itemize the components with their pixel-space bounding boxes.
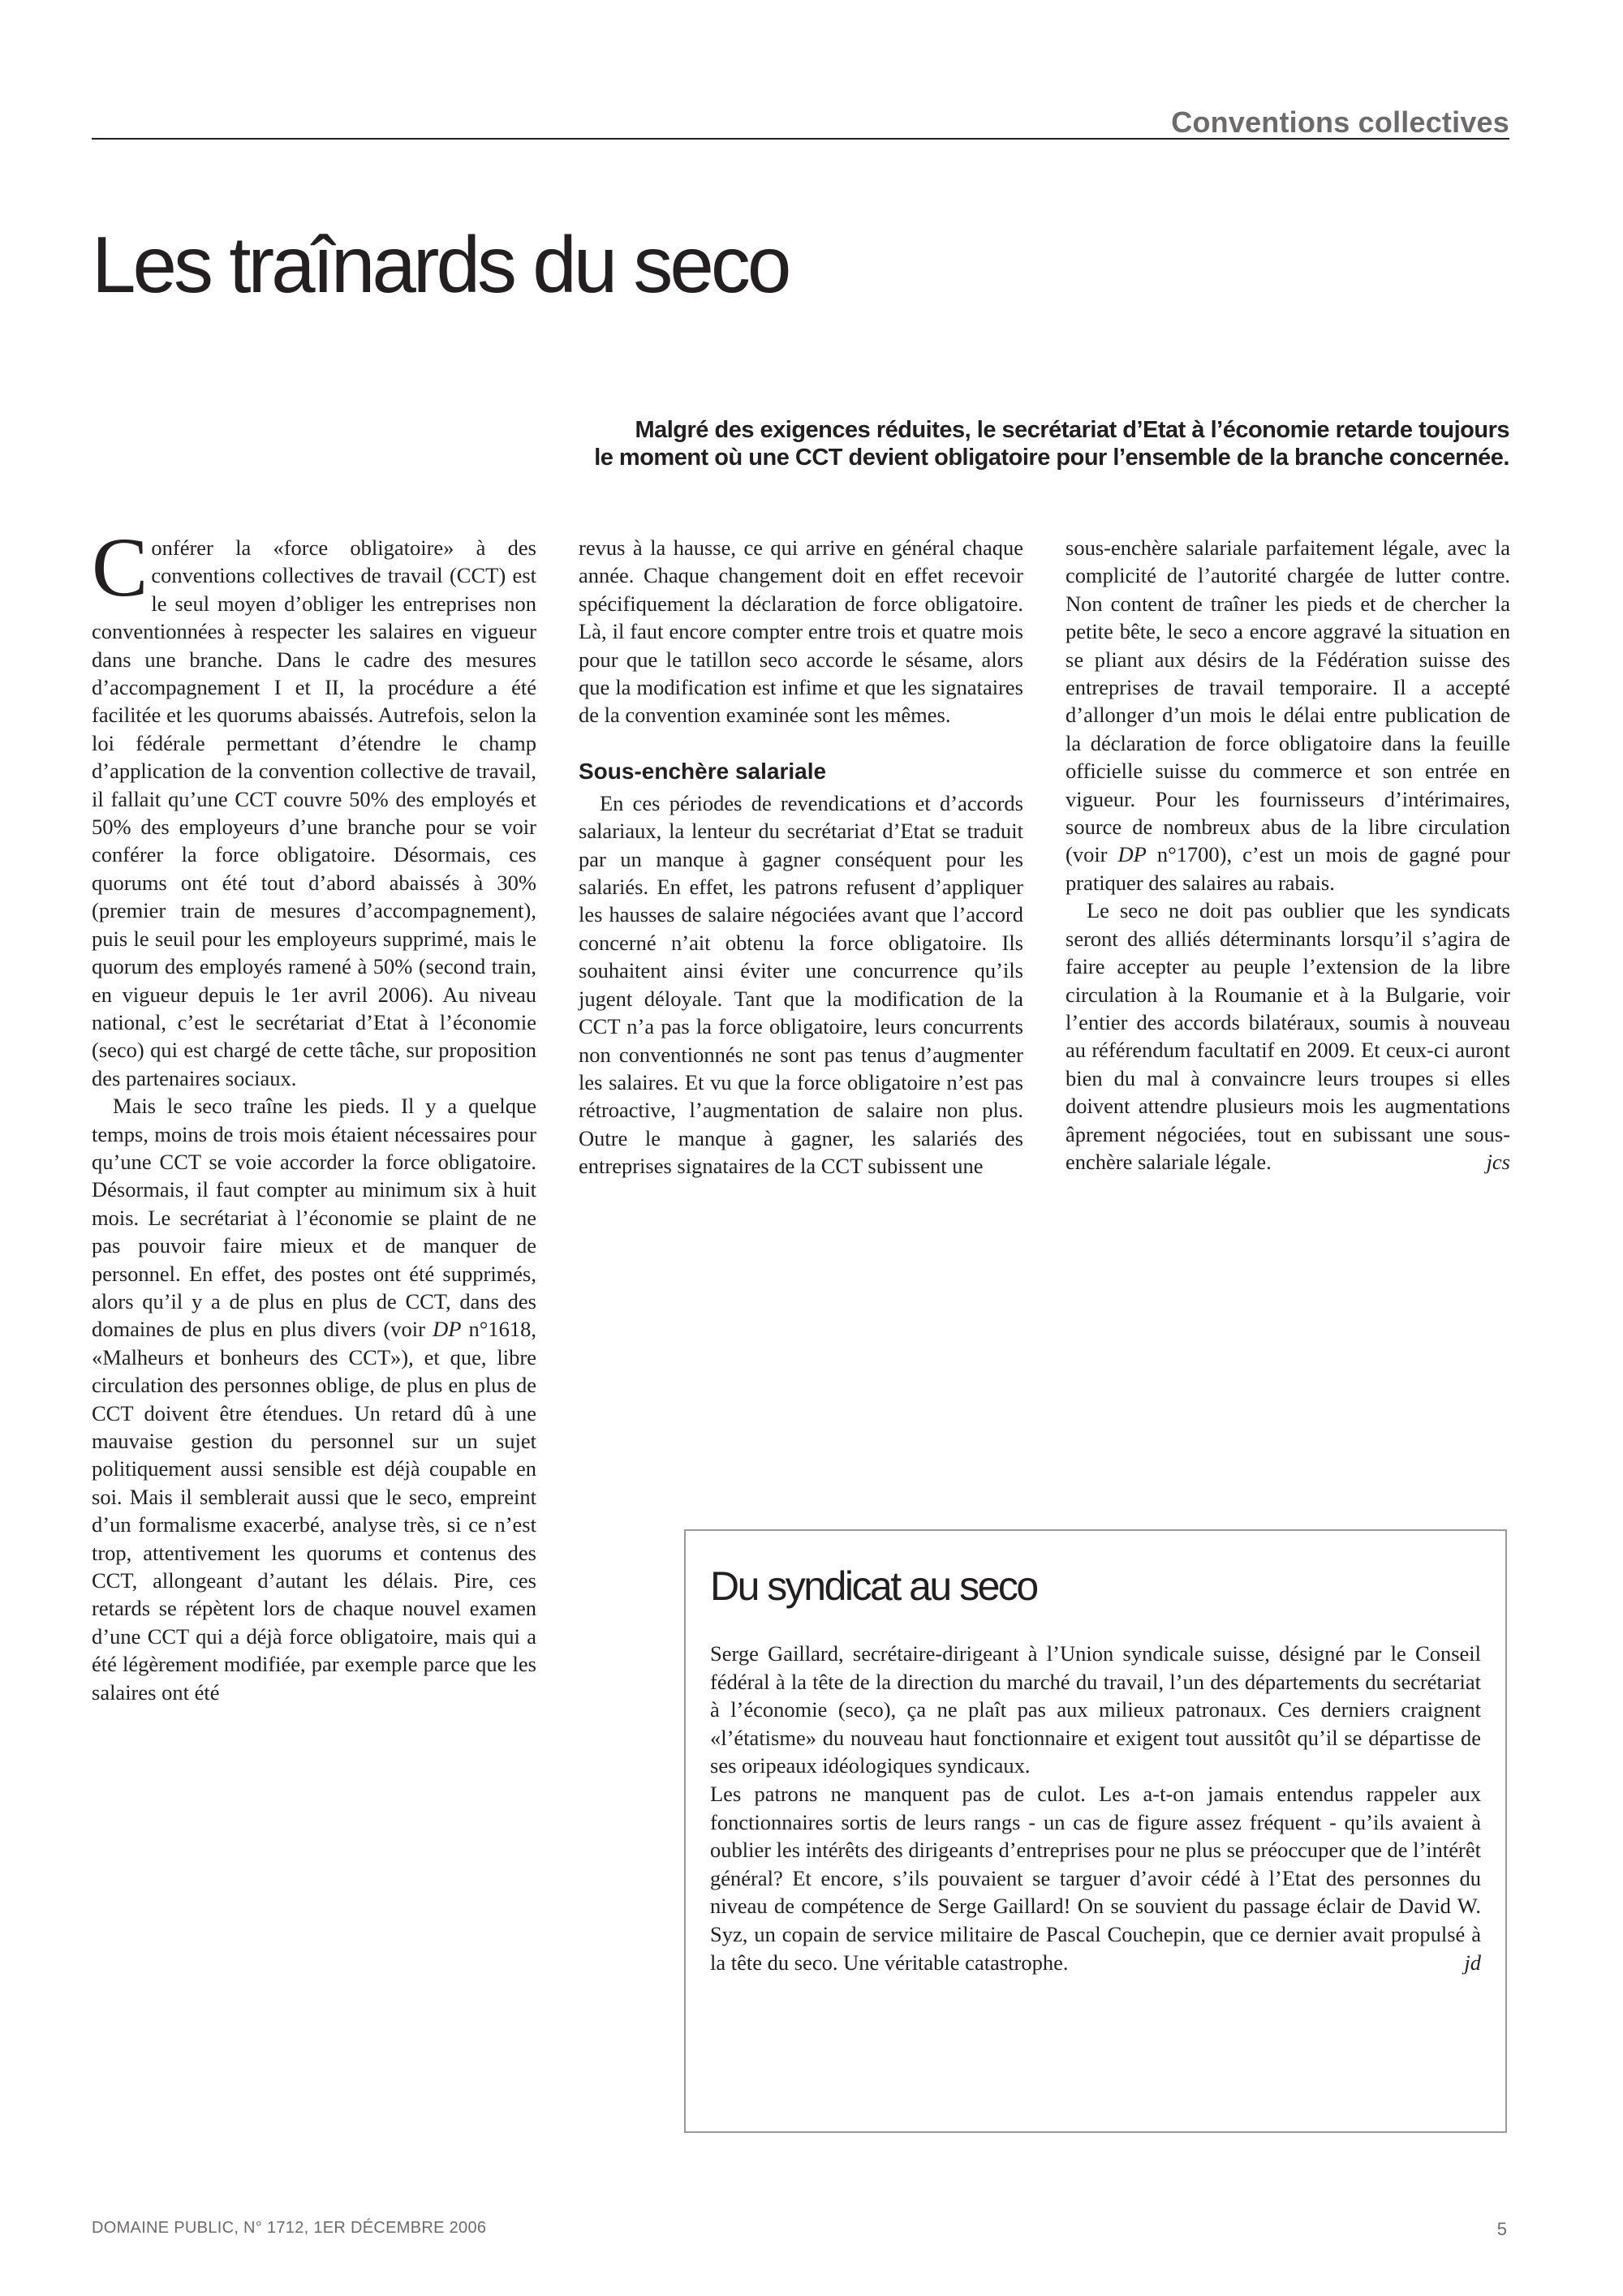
page-number: 5 [1496,2219,1507,2239]
article-column-3 [1065,534,1510,1176]
paragraph-1 [92,521,536,1092]
paragraph-3-continued [1065,534,1510,896]
sidebar-signature: jd [1464,1950,1481,1975]
dp-reference: DP [433,1317,462,1342]
paragraph-1-text: onférer la «force obligatoire» à des conventions collectives de travail (CCT) est le seul moyen d’obliger les entreprises non conventionnées à respecter les salaires en vigueur dans une branche. Dans le cadre des mesures d’accompagnement I et II, la procédure a été facilitée et les quorums abaissés. Autrefois, selon la loi fédérale permettant d’étendre le champ d’application de la convention collective de travail, il fallait qu’une CCT couvre 50% des employés et 50% des employeurs d’une branche pour se voir conférer la force obligatoire. Désormais, ces quorums ont été tout d’abord abaissés à 30% (premier train de mesures d’accompagnement), puis le seuil pour les employeurs supprimé, mais le quorum des employés ramené à 50% (second train, en vigueur depuis le 1er avril 2006). Au niveau national, c’est le secrétariat d’Etat à l’économie (seco) qui est chargé de cette tâche, sur proposition des partenaires sociaux. [92,535,536,1090]
drop-cap: C [92,521,149,614]
paragraph-2 [92,1092,536,1706]
article-lead [341,416,1509,471]
sidebar-title: Du syndicat au seco [710,1563,1037,1609]
paragraph-2-text-a: Mais le seco traîne les pieds. Il y a quelque temps, moins de trois mois étaient nécessaires pour qu’une CCT se voie accorder la force obligatoire. Désormais, il faut compter au minimum six à huit mois. Le secrétariat à l’économie se plaint de ne pas pouvoir faire mieux et de manquer de personnel. En effet, des postes ont été supprimés, alors qu’il y a de plus en plus de CCT, dans des domaines de plus en plus divers (voir [92,1094,536,1342]
paragraph-3-continued-a: sous-enchère salariale parfaitement légale, avec la complicité de l’autorité chargée de lutter contre. Non content de traîner les pieds et de chercher la petite bête, le seco a encore aggravé la situation en se pliant aux désirs de la Fédération suisse des entreprises de travail temporaire. Il a accepté d’allonger d’un mois le délai entre publication de la déclaration de force obligatoire dans la feuille officielle suisse du commerce et son entrée en vigueur. Pour les fournisseurs d’intérimaires, source de nombreux abus de la libre circulation (voir [1065,535,1510,867]
paragraph-3: En ces périodes de revendications et d’accords salariaux, la lenteur du secrétariat d’Etat se traduit par un manque à gagner conséquent pour les salariés. En effet, les patrons refusent d’appliquer les hausses de salaire négociées avant que l’accord concerné n’ait obtenu la force obligatoire. Ils souhaitent ainsi éviter une concurrence qu’ils jugent déloyale. Tant que la modification de la CCT n’a pas la force obligatoire, leurs concurrents non conventionnés ne sont pas tenus d’augmenter les salaires. Et vu que la force obligatoire n’est pas rétroactive, l’augmentation de salaire non plus. Outre le manque à gagner, les salariés des entreprises signataires de la CCT subissent une [579,790,1023,1179]
article-column-1 [92,521,536,1706]
sidebar-paragraph-1: Serge Gaillard, secrétaire-dirigeant à l’Union syndicale suisse, désigné par le Conseil fédéral à la tête de la direction du marché du travail, l’un des départements du secrétariat à l’économie (seco), ça ne plaît pas aux milieux patronaux. Ces derniers craignent «l’étatisme» du nouveau haut fonctionnaire et exigent tout aussitôt qu’il se départisse de ses oripeaux idéologiques syndicaux. [710,1641,1481,1778]
article-column-2 [579,534,1023,1180]
section-rubric [92,105,1509,140]
dp-reference: DP [1117,842,1147,867]
article-title: Les traînards du seco [92,220,789,309]
sidebar-paragraph-2-text: Les patrons ne manquent pas de culot. Les a-t-on jamais entendus rappeler aux fonctionnaires sortis de leurs rangs - un cas de figure assez fréquent - qu’ils avaient à oublier les intérêts des dirigeants d’entreprises pour ne plus se préoccuper que de l’intérêt général? Et encore, s’ils pouvaient se targuer d’avoir cédé à l’Etat des personnes du niveau de compétence de Serge Gaillard! On se souvient du passage éclair de David W. Syz, un copain de service militaire de Pascal Couchepin, que ce dernier avait propulsé à la tête du seco. Une véritable catastrophe. [710,1781,1481,1975]
publication-footer: DOMAINE PUBLIC, N° 1712, 1ER DÉCEMBRE 2006 [92,2219,487,2237]
paragraph-2-text-b: n°1618, «Malheurs et bonheurs des CCT»), et que, libre circulation des personnes oblige, de plus en plus de CCT doivent être étendues. Un retard dû à une mauvaise gestion du personnel sur un sujet politiquement aussi sensible est déjà coupable en soi. Mais il semblerait aussi que le seco, empreint d’un formalisme exacerbé, analyse très, si ce n’est trop, attentivement les quorums et contenus des CCT, allongeant d’autant les délais. Pire, ces retards se répètent lors de chaque nouvel examen d’une CCT qui a déjà force obligatoire, mais qui a été légèrement modifiée, par exemple parce que les salaires ont été [92,1317,536,1705]
paragraph-4-text: Le seco ne doit pas oublier que les syndicats seront des alliés déterminants lorsqu’il s’agira de faire accepter au peuple l’extension de la libre circulation à la Roumanie et à la Bulgarie, voir l’entier des accords bilatéraux, soumis à nouveau au référendum facultatif en 2009. Et ceux-ci auront bien du mal à convaincre leurs troupes si elles doivent attendre plusieurs mois les augmentations âprement négociées, tout en subissant une sous-enchère salariale légale. [1065,898,1510,1174]
paragraph-3-continued-b: n°1700), c’est un mois de gagné pour pratiquer des salaires au rabais. [1065,842,1510,895]
section-subhead: Sous-enchère salariale [579,758,827,784]
lead-line-1: Malgré des exigences réduites, le secrétariat d’Etat à l’économie retarde toujours [635,417,1509,443]
paragraph-2-continued: revus à la hausse, ce qui arrive en général chaque année. Chaque changement doit en effet recevoir spécifiquement la déclaration de force obligatoire. Là, il faut encore compter entre trois et quatre mois pour que le tatillon seco accorde le sésame, alors que la modification est infime et que les signataires de la convention examinée sont les mêmes. [579,535,1023,728]
lead-line-2: le moment où une CCT devient obligatoire pour l’ensemble de la branche concernée. [594,445,1509,471]
author-signature: jcs [1486,1149,1510,1174]
sidebar-box [684,1529,1507,2133]
rubric-label: Conventions collectives [1171,105,1509,139]
sidebar-paragraph-2 [710,1780,1481,1976]
paragraph-4 [1065,896,1510,1176]
